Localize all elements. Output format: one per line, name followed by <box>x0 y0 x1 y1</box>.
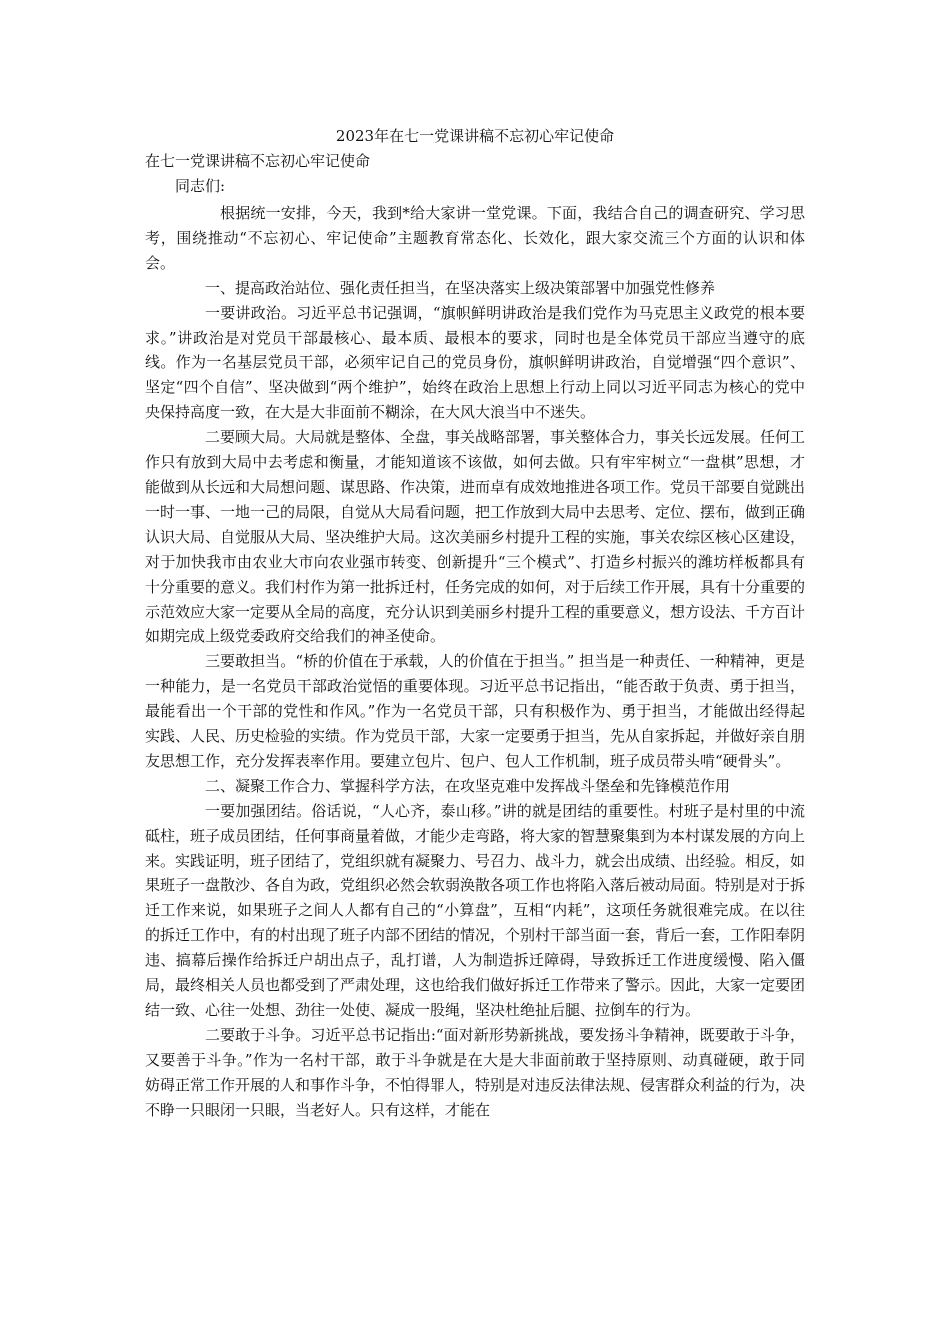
document-subtitle: 在七一党课讲稿不忘初心牢记使命 <box>145 152 371 170</box>
salutation: 同志们: <box>175 177 226 195</box>
paragraph-responsibility: 三要敢担当。“桥的价值在于承载，人的价值在于担当。” 担当是一种责任、一种精神，更是一种能力，是一名党员干部政治觉悟的重要体现。习近平总书记指出，“能否敢于负责、勇于担当，最能看出一个干部的党性和作风。”作为一名党员干部，只有积极作为、勇于担当，才能做出经得起实践、人民、历史检验的实绩。作为党员干部，大家一定要勇于担当，先从自家拆起，并做好亲自朋友思想工作，充分发挥表率作用。要建立包片、包户、包人工作机制，班子成员带头啃“硬骨头”。 <box>145 652 806 770</box>
section-heading-2: 二、凝聚工作合力、掌握科学方法，在攻坚克难中发挥战斗堡垒和先锋模范作用 <box>205 776 731 795</box>
paragraph-intro: 根据统一安排，今天，我到*给大家讲一堂党课。下面，我结合自己的调查研究、学习思考，围绕推动“不忘初心、牢记使命”主题教育常态化、长效化，跟大家交流三个方面的认识和体会。 <box>145 204 805 272</box>
document-body <box>145 201 805 1123</box>
paragraph-struggle: 二要敢于斗争。习近平总书记指出:“面对新形势新挑战，要发扬斗争精神，既要敢于斗争，又要善于斗争。”作为一名村干部，敢于斗争就是在大是大非面前敢于坚持原则、动真碰硬，敢于同妨碍正常工作开展的人和事作斗争，不怕得罪人，特别是对违反法律法规、侵害群众利益的行为，决不睁一只眼闭一只眼，当老好人。只有这样，才能在 <box>145 1025 806 1119</box>
paragraph-unity: 一要加强团结。俗话说，“人心齐，泰山移。”讲的就是团结的重要性。村班子是村里的中流砥柱，班子成员团结，任何事商量着做，才能少走弯路，将大家的智慧聚集到为本村谋发展的方向上来。实践证明，班子团结了，党组织就有凝聚力、号召力、战斗力，就会出成绩、出经验。相反，如果班子一盘散沙、各自为政，党组织必然会软弱涣散各项工作也将陷入落后被动局面。特别是对于拆迁工作来说，如果班子之间人人都有自己的“小算盘”，互相“内耗”，这项任务就很难完成。在以往的拆迁工作中，有的村出现了班子内部不团结的情况，个别村干部当面一套，背后一套，工作阳奉阴违、搞幕后操作给拆迁户胡出点子，乱打谱，人为制造拆迁障碍，导致拆迁工作进度缓慢、陷入僵局，最终相关人员也都受到了严肃处理，这也给我们做好拆迁工作带来了警示。因此，大家一定要团结一致、心往一处想、劲往一处使、凝成一股绳，坚决杜绝扯后腿、拉倒车的行为。 <box>145 801 806 1019</box>
document-title: 2023年在七一党课讲稿不忘初心牢记使命 <box>335 127 615 145</box>
section-heading-1: 一、提高政治站位、强化责任担当，在坚决落实上级决策部署中加强党性修养 <box>205 278 716 297</box>
paragraph-politics: 一要讲政治。习近平总书记强调，“旗帜鲜明讲政治是我们党作为马克思主义政党的根本要求。”讲政治是对党员干部最核心、最本质、最根本的要求，同时也是全体党员干部应当遵守的底线。作为一名基层党员干部，必须牢记自己的党员身份，旗帜鲜明讲政治，自觉增强“四个意识”、坚定“四个自信”、坚决做到“两个维护”，始终在政治上思想上行动上同以习近平同志为核心的党中央保持高度一致，在大是大非面前不糊涂，在大风大浪当中不迷失。 <box>145 303 805 422</box>
paragraph-overall: 二要顾大局。大局就是整体、全盘，事关战略部署，事关整体合力，事关长远发展。任何工作只有放到大局中去考虑和衡量，才能知道该不该做，如何去做。只有牢牢树立“一盘棋”思想，才能做到从长远和大局想问题、谋思路、作决策，进而卓有成效地推进各项工作。党员干部要自觉跳出一时一事、一地一己的局限，自觉从大局看问题，把工作放到大局中去思考、定位、摆布，做到正确认识大局、自觉服从大局、坚决维护大局。这次美丽乡村提升工程的实施，事关农综区核心区建设，对于加快我市由农业大市向农业强市转变、创新提升“三个模式”、打造乡村振兴的潍坊样板都具有十分重要的意义。我们村作为第一批拆迁村，任务完成的如何，对于后续工作开展，具有十分重要的示范效应大家一定要从全局的高度，充分认识到美丽乡村提升工程的重要意义，想方设法、千方百计如期完成上级党委政府交给我们的神圣使命。 <box>145 428 806 646</box>
